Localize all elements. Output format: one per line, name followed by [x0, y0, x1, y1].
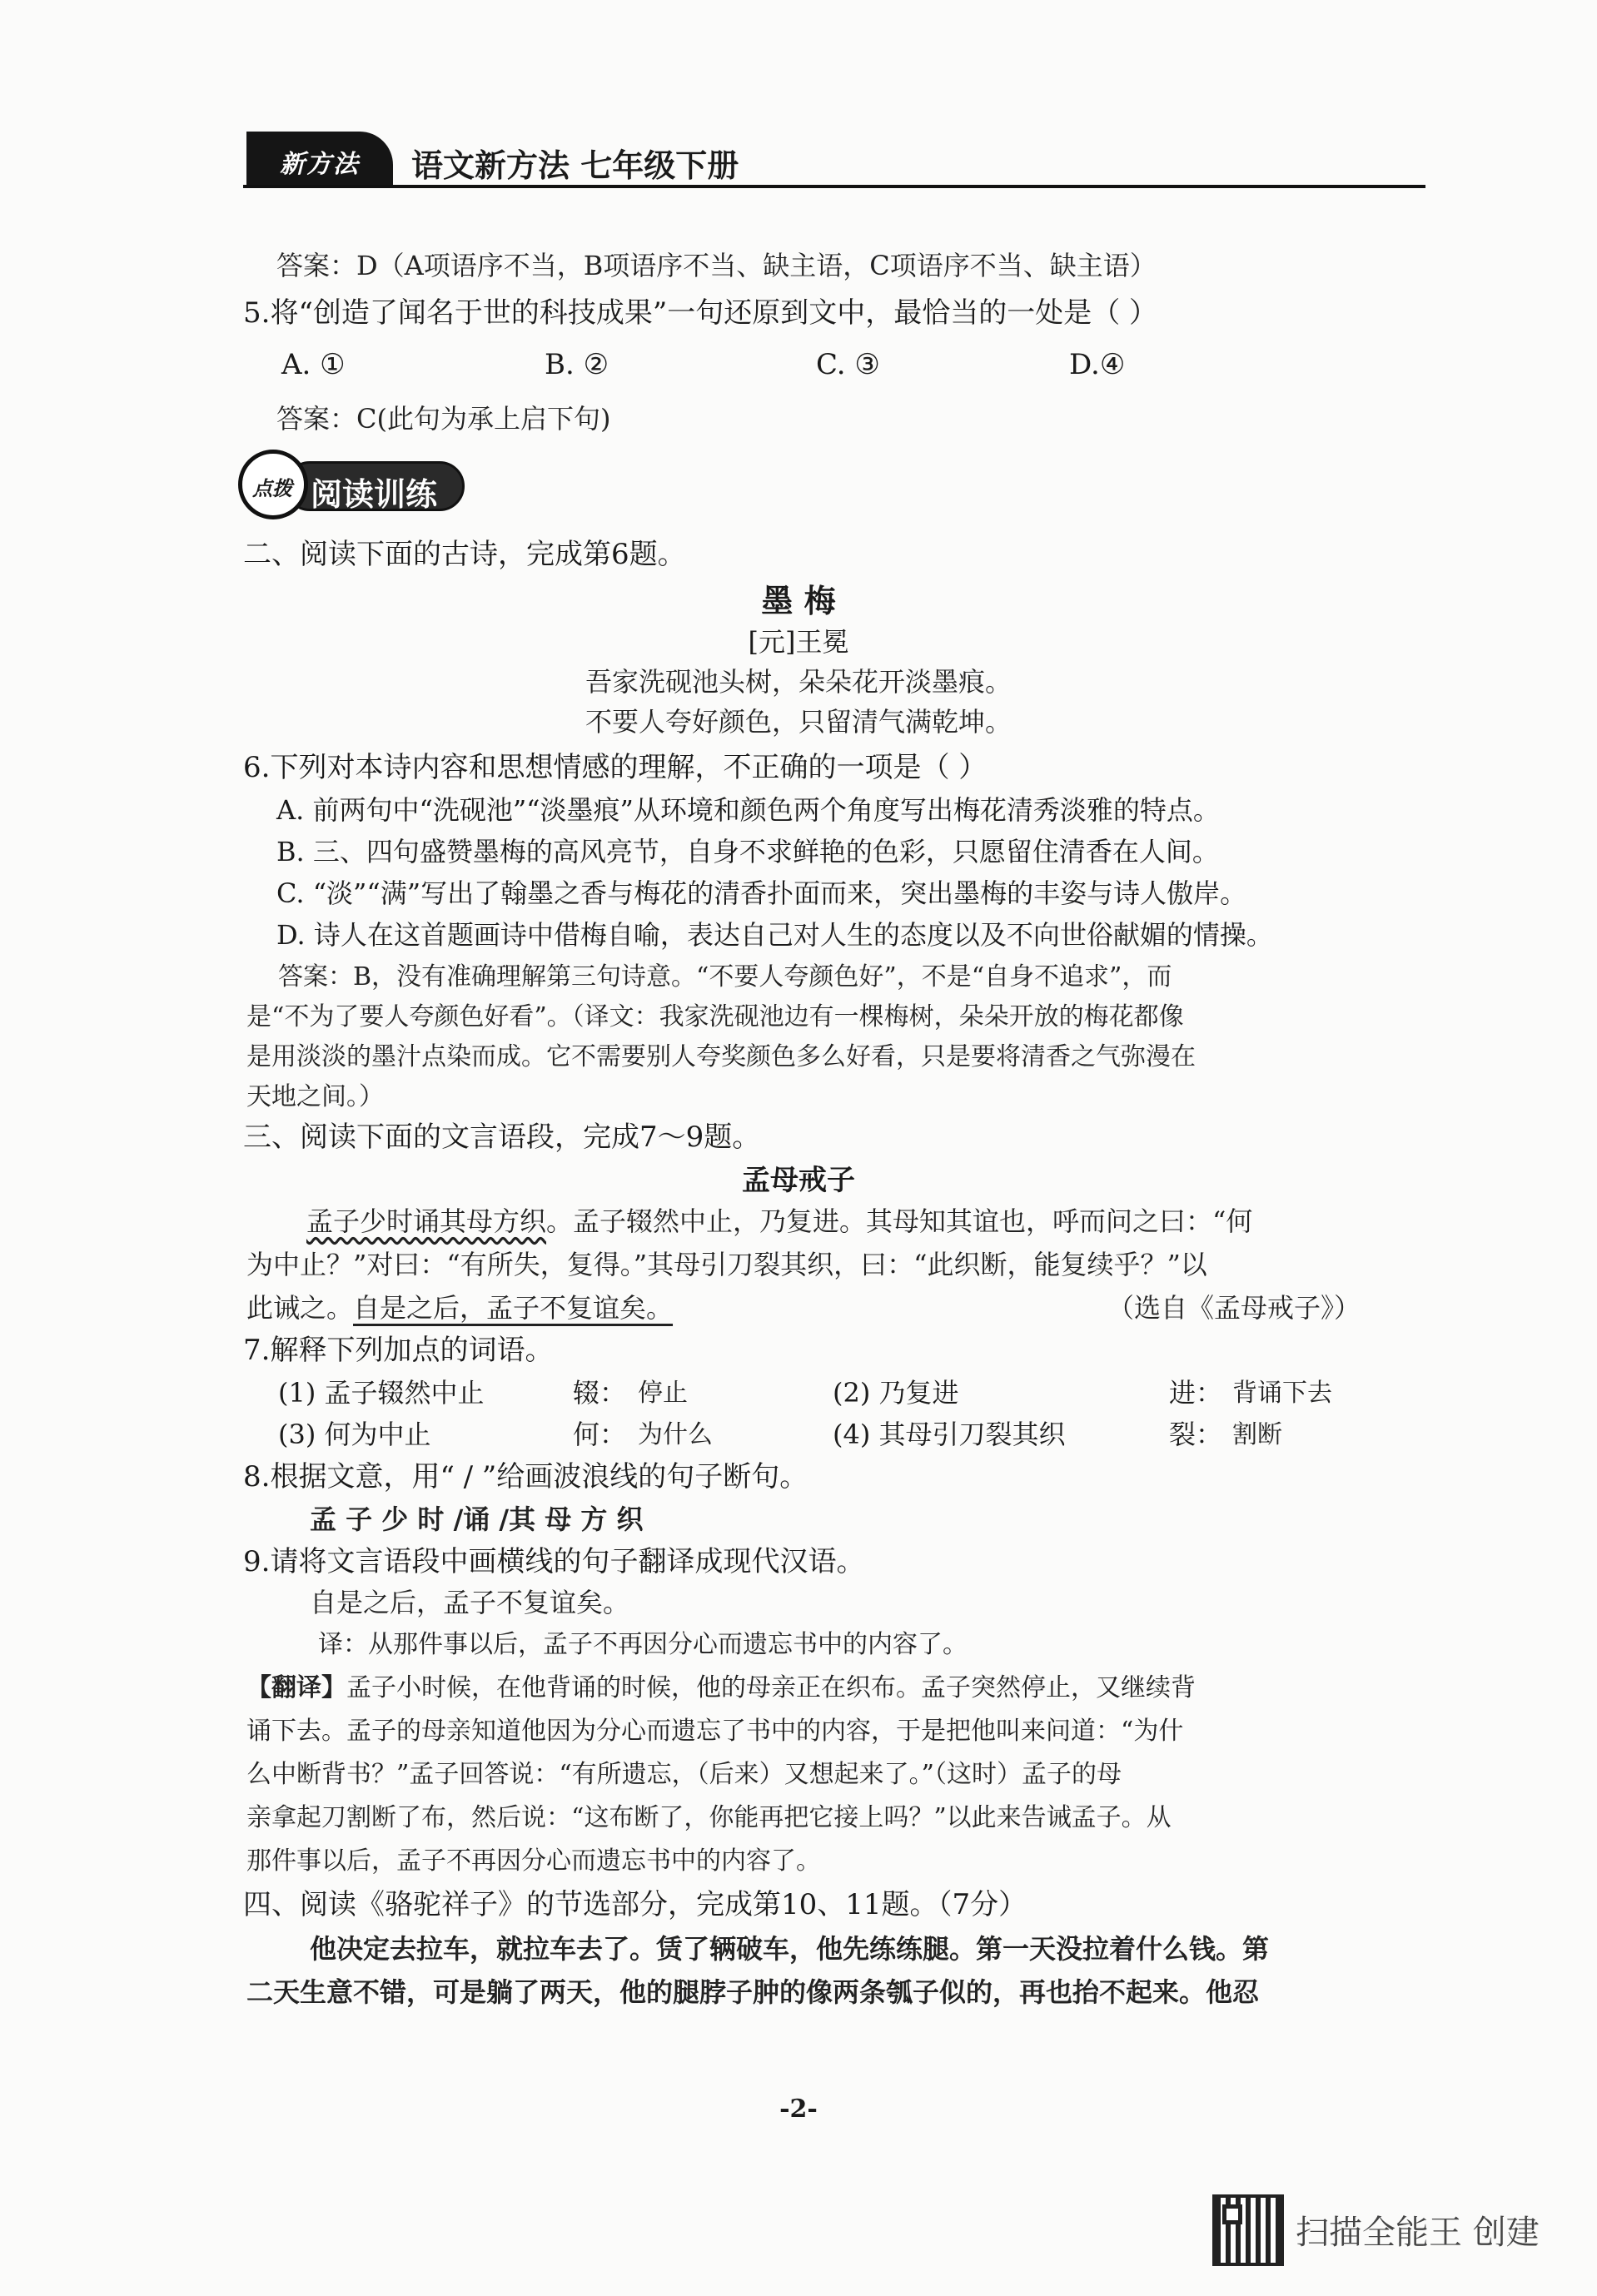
q4-answer: 答案：D（A项语序不当，B项语序不当、缺主语，C项语序不当、缺主语）	[276, 250, 1157, 281]
badge-circle-text: 点拨	[252, 476, 292, 500]
part4-passage-line: 他决定去拉车，就拉车去了。赁了辆破车，他先练练腿。第一天没拉着什么钱。第	[310, 1933, 1270, 1965]
poem-line-2: 不要人夸好颜色，只留清气满乾坤。	[585, 706, 1012, 738]
header-logo-text: 新方法	[280, 150, 360, 179]
translation-line: 么中断背书？”孟子回答说：“有所遗忘，（后来）又想起来了。”（这时）孟子的母	[246, 1760, 1122, 1789]
translation-line: 亲拿起刀割断了布，然后说：“这布断了，你能再把它接上吗？”以此来告诫孟子。从	[246, 1803, 1172, 1832]
q7-item-2-phrase: (2) 乃复进	[833, 1377, 959, 1409]
q7-item-1-phrase: (1) 孟子辍然中止	[278, 1377, 485, 1409]
q9-answer: 译：从那件事以后，孟子不再因分心而遗忘书中的内容了。	[318, 1630, 968, 1659]
part4-passage-line: 二天生意不错，可是躺了两天，他的腿脖子肿的像两条瓠子似的，再也抬不起来。他忍	[246, 1976, 1260, 2008]
q6-option-d: D. 诗人在这首题画诗中借梅自喻，表达自己对人生的态度以及不向世俗献媚的情操。	[276, 919, 1273, 951]
q6-answer-line: 答案：B，没有准确理解第三句诗意。“不要人夸颜色好”，不是“自身不追求”，而	[278, 962, 1172, 991]
translation-line-1	[246, 1673, 1196, 1703]
q6-answer-line: 天地之间。）	[246, 1082, 384, 1111]
passage-line-3-start: 此诫之。	[246, 1292, 354, 1324]
badge-circle	[238, 450, 308, 519]
q5-answer: 答案：C(此句为承上启下句)	[276, 403, 611, 435]
header-logo	[246, 132, 393, 186]
passage-wavy-sentence: 孟子少时诵其母方织	[306, 1205, 547, 1237]
q7-item-3-meaning: 为什么	[638, 1420, 713, 1449]
part2-heading: 二、阅读下面的古诗，完成第6题。	[243, 538, 686, 571]
q7-item-4-word: 裂：	[1169, 1419, 1223, 1450]
q8-stem: 8.根据文意，用“ / ”给画波浪线的句子断句。	[243, 1460, 808, 1493]
q5-option-b: B. ②	[545, 348, 609, 381]
passage-line-2: 为中止？”对曰：“有所失，复得。”其母引刀裂其织，曰：“此织断，能复续乎？”以	[246, 1249, 1207, 1280]
translation-line: 诵下去。孟子的母亲知道他因为分心而遗忘了书中的内容，于是把他叫来问道：“为什	[246, 1717, 1184, 1746]
q5-option-a: A. ①	[281, 348, 346, 381]
q7-stem: 7.解释下列加点的词语。	[243, 1334, 554, 1367]
part3-heading: 三、阅读下面的文言语段，完成7～9题。	[243, 1121, 761, 1154]
q6-option-b: B. 三、四句盛赞墨梅的高风亮节，自身不求鲜艳的色彩，只愿留住清香在人间。	[276, 836, 1219, 867]
q6-answer-line: 是“不为了要人夸颜色好看”。（译文：我家洗砚池边有一棵梅树，朵朵开放的梅花都像	[246, 1002, 1184, 1031]
q8-answer: 孟 子 少 时 /诵 /其 母 方 织	[310, 1503, 644, 1535]
qr-code-icon	[1212, 2194, 1284, 2266]
badge-label: 阅读训练	[311, 476, 438, 513]
poem-author: [元]王冕	[748, 626, 849, 658]
q6-stem: 6.下列对本诗内容和思想情感的理解，不正确的一项是（ ）	[243, 751, 988, 784]
scanner-watermark: 扫描全能王 创建	[1296, 2214, 1540, 2252]
badge-pill	[285, 461, 465, 511]
poem-line-1: 吾家洗砚池头树，朵朵花开淡墨痕。	[585, 666, 1012, 698]
passage-line-3	[246, 1292, 673, 1324]
q7-item-3-phrase: (3) 何为中止	[278, 1419, 431, 1450]
poem-title: 墨 梅	[761, 582, 836, 619]
passage-line-1	[306, 1205, 1252, 1237]
header-title: 语文新方法 七年级下册	[411, 147, 739, 184]
part4-heading: 四、阅读《骆驼祥子》的节选部分，完成第10、11题。（7分）	[243, 1888, 1027, 1921]
q7-item-1-meaning: 停止	[638, 1379, 688, 1408]
passage-source: （选自《孟母戒子》）	[1107, 1292, 1361, 1324]
q5-option-c: C. ③	[816, 348, 880, 381]
translation-label: 【翻译】	[246, 1673, 346, 1702]
translation-line: 那件事以后，孟子不再因分心而遗忘书中的内容了。	[246, 1846, 821, 1876]
q7-item-2-word: 进：	[1169, 1377, 1223, 1409]
page-number: -2-	[779, 2095, 818, 2124]
q6-option-a: A. 前两句中“洗砚池”“淡墨痕”从环境和颜色两个角度写出梅花清秀淡雅的特点。	[276, 794, 1220, 826]
passage-line-1-rest: 。孟子辍然中止，乃复进。其母知其谊也，呼而问之曰：“何	[546, 1205, 1253, 1237]
passage-underlined-sentence: 自是之后，孟子不复谊矣。	[353, 1292, 674, 1324]
q7-item-1-word: 辍：	[573, 1377, 627, 1409]
q9-stem: 9.请将文言语段中画横线的句子翻译成现代汉语。	[243, 1545, 865, 1578]
translation-line-1-text: 孟子小时候，在他背诵的时候，他的母亲正在织布。孟子突然停止，又继续背	[346, 1673, 1196, 1702]
header-rule	[243, 185, 1425, 188]
q7-item-2-meaning: 背诵下去	[1232, 1379, 1332, 1408]
q9-sentence: 自是之后，孟子不复谊矣。	[310, 1587, 630, 1618]
passage-title: 孟母戒子	[742, 1164, 855, 1197]
q6-answer-line: 是用淡淡的墨汁点染而成。它不需要别人夸奖颜色多么好看，只是要将清香之气弥漫在	[246, 1042, 1196, 1071]
section-badge	[238, 450, 465, 519]
q7-item-4-meaning: 割断	[1232, 1420, 1282, 1449]
q5-option-d: D.④	[1069, 348, 1126, 381]
q5-stem: 5.将“创造了闻名于世的科技成果”一句还原到文中，最恰当的一处是（ ）	[243, 296, 1158, 330]
q7-item-3-word: 何：	[573, 1419, 627, 1450]
q7-item-4-phrase: (4) 其母引刀裂其织	[833, 1419, 1066, 1450]
q6-option-c: C. “淡”“满”写出了翰墨之香与梅花的清香扑面而来，突出墨梅的丰姿与诗人傲岸。	[276, 877, 1247, 909]
